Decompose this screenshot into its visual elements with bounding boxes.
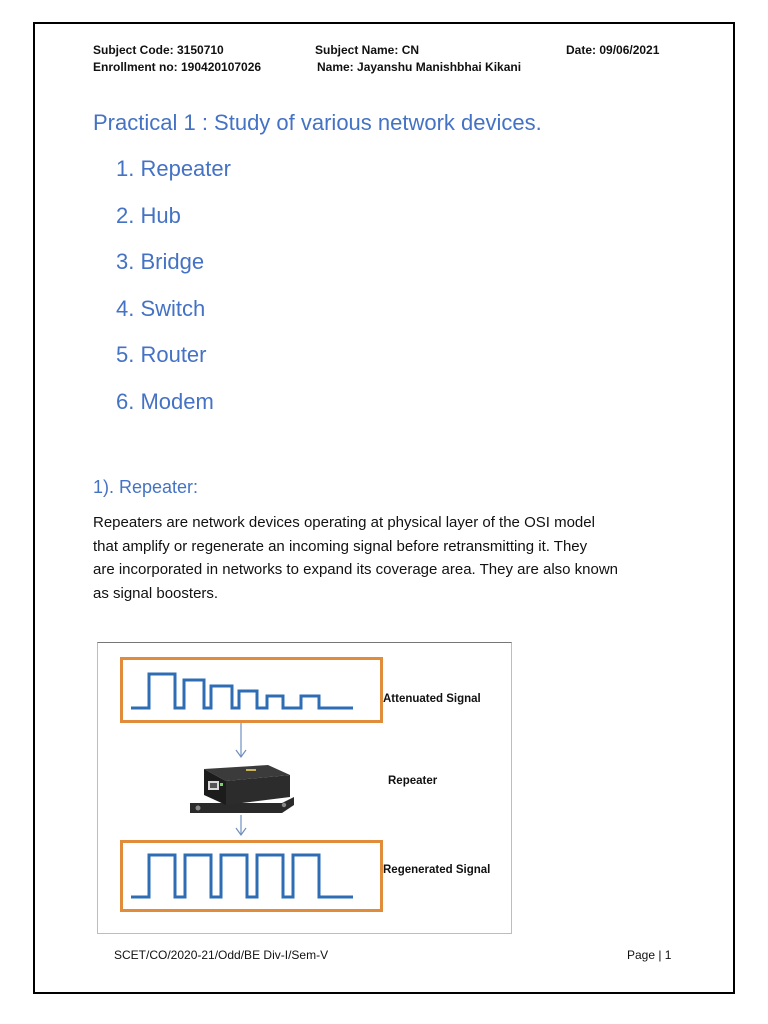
list-item: 4. Switch (116, 295, 206, 321)
list-item: 5. Router (116, 342, 207, 368)
list-item: 2. Hub (116, 202, 181, 228)
enrollment-number: Enrollment no: 190420107026 (93, 60, 262, 74)
arrow-down-icon (234, 723, 248, 761)
regenerated-signal-waveform (123, 843, 380, 909)
subject-name: Subject Name: CN (315, 43, 420, 57)
paragraph-line: are incorporated in networks to expand its coverage area. They are also known (93, 561, 619, 578)
attenuated-signal-label: Attenuated Signal (383, 693, 481, 705)
student-name: Name: Jayanshu Manishbhai Kikani (317, 60, 522, 74)
section-paragraph (93, 511, 683, 605)
page-number: Page | 1 (627, 948, 672, 962)
repeater-label: Repeater (388, 775, 438, 787)
paragraph-line: as signal boosters. (93, 584, 219, 602)
regenerated-signal-label: Regenerated Signal (383, 864, 491, 876)
list-item: 6. Modem (116, 388, 214, 414)
regenerated-signal-box (120, 840, 383, 912)
paragraph-line: Repeaters are network devices operating at physical layer of the OSI model (93, 514, 595, 531)
arrow-down-icon (234, 815, 248, 839)
list-item: 1. Repeater (116, 156, 231, 181)
repeater-device-image (186, 759, 298, 817)
list-item: 3. Bridge (116, 249, 205, 275)
page-title: Practical 1 : Study of various network devices. (93, 110, 542, 135)
footer-course-info: SCET/CO/2020-21/Odd/BE Div-I/Sem-V (114, 948, 329, 962)
attenuated-signal-waveform (123, 660, 380, 720)
date: Date: 09/06/2021 (566, 43, 660, 57)
subject-code: Subject Code: 3150710 (93, 43, 224, 57)
paragraph-line: that amplify or regenerate an incoming signal before retransmitting it. They (93, 537, 588, 555)
attenuated-signal-box (120, 657, 383, 723)
device-list (116, 151, 231, 431)
repeater-figure (97, 642, 512, 934)
section-heading: 1). Repeater: (93, 477, 199, 497)
